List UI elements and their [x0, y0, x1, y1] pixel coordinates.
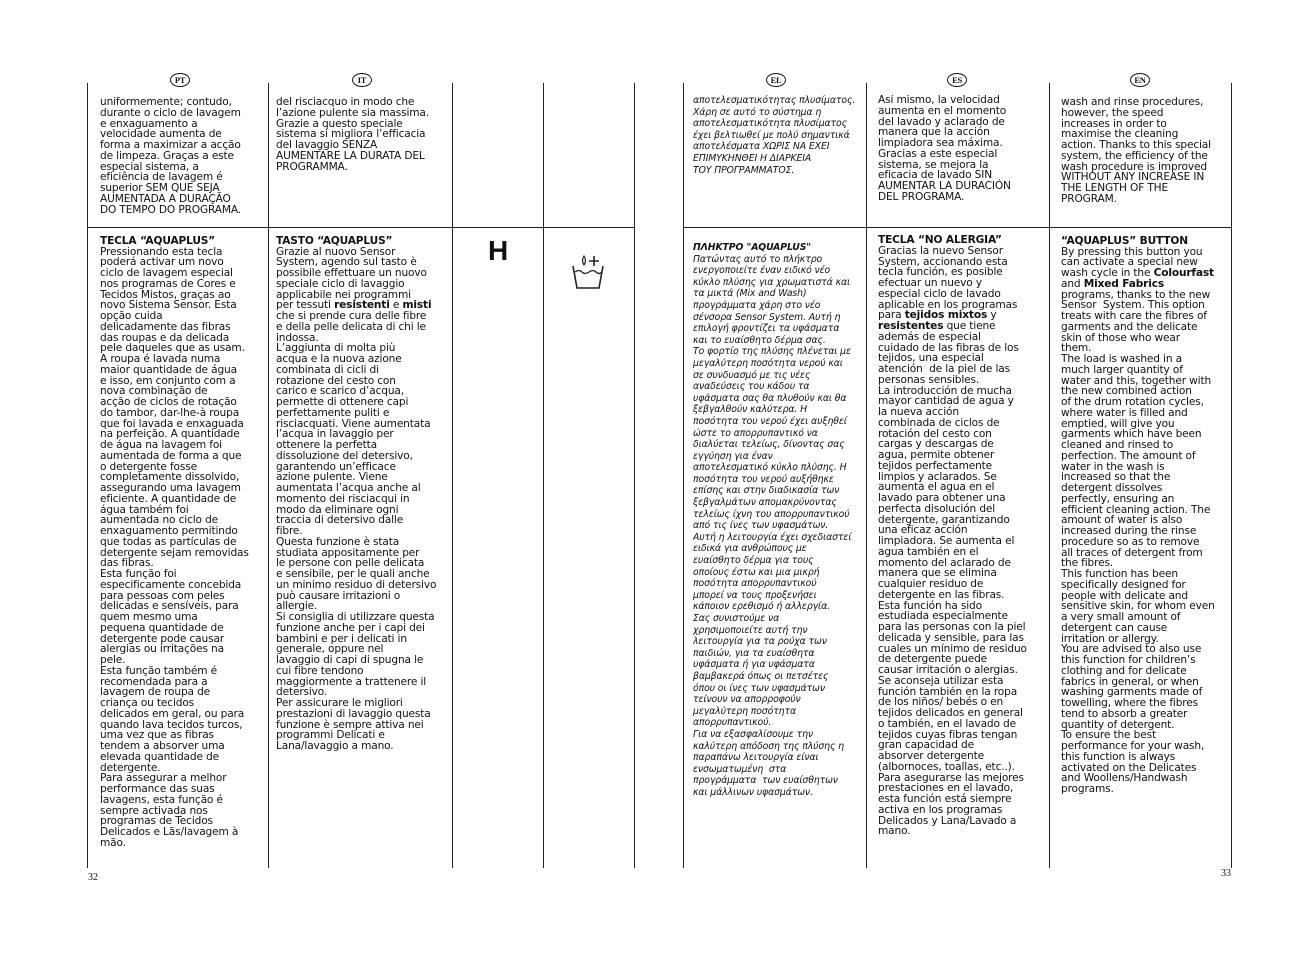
it-body-text: Grazie al nuovo Sensor System, agendo sul tasto è possibile effettuare un nuovo speciale ciclo di lavaggio applicabile nei programmi per tessuti — [276, 246, 427, 312]
it-bold-term: resistenti — [334, 299, 390, 312]
en-heading: “AQUAPLUS” BUTTON — [1061, 236, 1188, 247]
pt-body: Pressionando esta tecla poderá activar um novo ciclo de lavagem especial nos programas de Cores e Tecidos Mistos, graças ao novo Sistema Sensor. Esta opção cuida delicadamente das fibras das roupas e da delicada pele daqueles que as usam. A roupa é lavada numa maior quantidade de água e isso, em conjunto com a nova combinação de acção de ciclos de rotação do tambor, dar-lhe-à roupa que foi lavada e enxaguada na perfeição. A quantidade de água na lavagem foi aumentada de forma a que o detergente fosse completamente dissolvido, assegurando uma lavagem eficiente. A quantidade de água também foi aumentada no ciclo de enxaguamento permitindo que todas as partículas de detergente sejam removidas das fibras. Esta função foi especificamente concebida para pessoas com peles delicadas e sensíveis, para quem mesmo uma pequena quantidade de detergente pode causar alergias ou irritações na pele. Esta função também é recomendada para a lavagem de roupa de criança ou tecidos delicados em geral, ou para quando lava tecidos turcos, uma vez que as fibras tendem a absorver uma elevada quantidade de detergente. Para assegurar a melhor performance das suas lavagens, esta função é sempre activada nos programas de Tecidos Delicados e Lãs/lavagem à mão. — [100, 246, 249, 849]
lang-badge-es: ES — [947, 73, 967, 87]
lang-badge-el: EL — [766, 73, 786, 87]
lang-badge-en: EN — [1130, 73, 1150, 87]
es-body — [878, 246, 1046, 846]
section-rule — [684, 227, 1231, 228]
column-rule — [634, 83, 635, 868]
es-body-text: y — [990, 309, 997, 322]
en-body-text: By pressing this button you can activate a special new wash cycle in the — [1061, 246, 1203, 279]
pt-heading: TECLA “AQUAPLUS” — [100, 236, 216, 247]
en-bold-term: Mixed Fabrics — [1083, 277, 1165, 290]
column-rule — [683, 83, 684, 868]
en-top-text: wash and rinse procedures, however, the speed increases in order to maximise the cleaning action. Thanks to this special system, the efficiency of the wash procedure is improved WITHOUT ANY INCREASE IN THE LENGTH OF THE PROGRAM. — [1061, 97, 1211, 205]
el-heading: ΠΛΗΚΤΡΟ "AQUAPLUS" — [693, 242, 812, 253]
section-rule — [88, 227, 635, 228]
it-heading: TASTO “AQUAPLUS” — [276, 236, 393, 247]
es-body-text: Gracias la nuevo Sensor System, accionando esta tecla función, es posible efectuar un nuevo y especial ciclo de lavado aplicable en los programas para — [878, 245, 1018, 322]
column-rule — [1231, 83, 1232, 868]
lang-badge-pt: PT — [170, 73, 190, 87]
column-rule — [87, 83, 88, 868]
column-rule — [452, 83, 453, 868]
es-heading: TECLA “NO ALERGIA” — [878, 235, 1002, 246]
column-rule — [866, 83, 867, 868]
lang-badge-it: IT — [352, 73, 372, 87]
page-number-right: 33 — [1221, 868, 1231, 879]
column-rule — [1049, 83, 1050, 868]
es-bold-term: tejidos mixtos — [904, 309, 988, 322]
it-body — [276, 247, 450, 767]
column-rule — [543, 83, 544, 868]
it-body-text: e — [389, 299, 403, 312]
it-body-text: che si prende cura delle fibre e della pelle delicata di chi le indossa. L’aggiunta di molta più acqua e la nuova azione combinata di cicli di rotazione del cesto con carico e scarico d’acqua, permette di ottenere capi perfettamente puliti e risciacquati. Viene aumentata l’acqua in lavaggio per ottenere la perfetta dissoluzione del detersivo, garantendo un’efficace azione pulente. Viene aumentata l’acqua anche al momento dei risciacqui in modo da eliminare ogni traccia di detersivo dalle fibre. Questa funzione è stata studiata appositamente per le persone con pelle delicata e sensibile, per le quali anche un minimo residuo di detersivo può causare irritazioni o allergie. Si consiglia di utilizzare questa funzione anche per i capi dei bambini e per i delicati in generale, oppure nel lavaggio di capi di spugna le cui fibre tendono maggiormente a trattenere il detersivo. Per assicurare le migliori prestazioni di lavaggio questa funzione è sempre attiva nei programmi Delicati e Lana/lavaggio a mano. — [276, 310, 437, 752]
es-bold-term: resistentes — [878, 320, 944, 333]
en-body-text: programs, thanks to the new Sensor System. This option treats with care the fibres of garments and the delicate skin of those who wear them. The load is washed in a much larger quantity of water and this, together with the new combined action of the drum rotation cycles, where water is filled and emptied, will give you garments which have been cleaned and rinsed to perfection. The amount of water in the wash is increased so that the detergent dissolves perfectly, ensuring an efficient cleaning action. The amount of water is also increased during the rinse procedure so as to remove all traces of detergent from the fibres. This function has been specifically designed for people with delicate and sensitive skin, for whom even a very small amount of detergent can cause irritation or allergy. You are advised to also use this function for children’s clothing and for delicate fabrics in general, or when washing garments made of towelling, where the fibres tend to absorb a greater quantity of detergent. To ensure the best performance for your wash, this function is always activated on the Delicates and Woollens/Handwash programs. — [1061, 288, 1215, 795]
pt-top-text: uniformemente; contudo, durante o ciclo de lavagem e enxaguamento a velocidade aumenta de forma a maximizar a acção de limpeza. Graças a este especial sistema, a eficiência de lavagem é superior SEM QUE SEJA AUMENTADA A DURAÇÃO DO TEMPO DO PROGRAMA. — [100, 97, 242, 216]
column-rule — [268, 83, 269, 868]
en-body-text: and — [1061, 277, 1081, 290]
en-body — [1061, 247, 1229, 807]
wash-tub-plus-icon — [571, 252, 605, 292]
en-bold-term: Colourfast — [1153, 267, 1214, 279]
el-top-text: αποτελεσματικότητας πλυσίματος. Χάρη σε αυτό το σύστημα η αποτελεσματικότητα πλυσίματος έχει βελτιωθεί με πολύ σημαντικά αποτελέσματα ΧΩΡΙΣ ΝΑ ΕΧΕΙ ΕΠΙΜΥΚΗΝΘΕΙ Η ΔΙΑΡΚΕΙΑ ΤΟΥ ΠΡΟΓΡΑΜΜΑΤΟΣ. — [693, 95, 856, 176]
page-number-left: 32 — [88, 872, 98, 883]
es-body-text: que tiene además de especial cuidado de las fibras de los tejidos, una especial atención de la piel de las personas sensibles. La introducción de mucha mayor cantidad de agua y la nueva acción combinada de ciclos de rotación del cesto con cargas y descargas de agua, permite obtener tejidos perfectamente limpios y aclarados. Se aumenta el agua en el lavado para obtener una perfecta disolución del detergente, garantizando una eficaz acción limpiadora. Se aumenta el agua también en el momento del aclarado de manera que se elimina cualquier residuo de detergente en las fibras. Esta función ha sido estudiada especialmente para las personas con la piel delicada y sensible, para las cuales un mínimo de residuo de detergente puede causar irritación o alergias. Se aconseja utilizar esta función también en la ropa de los niños/ bebés o en tejidos delicados en general o también, en el lavado de tejidos cuyas fibras tengan gran capacidad de absorver detergente (albornoces, toallas, etc..). Para asegurarse las mejores prestaciones en el lavado, esta función está siempre activa en los programas Delicados y Lana/Lavado a mano. — [878, 320, 1027, 838]
it-bold-term: misti — [402, 299, 432, 312]
section-letter: H — [488, 235, 509, 266]
el-body: Πατώντας αυτό το πλήκτρο ενεργοποιείτε έναν ειδικό νέο κύκλο πλύσης για χρωματιστά και τα μικτά (Mix and Wash) προγράμματα χάρη στο νέο σένσορα Sensor System. Αυτή η επιλογή φροντίζει τα υφάσματα και το ευαίσθητο δέρμα σας. Το φορτίο της πλύσης πλένεται με μεγαλύτερη ποσότητα νερού και σε συνδυασμό με τις νέες αναδεύσεις του κάδου τα υφάσματα σας θα πλυθούν και θα ξεβγαλθούν καλύτερα. Η ποσότητα του νερού έχει αυξηθεί ώστε το απορρυπαντικό να διαλύεται τελείως, δίνοντας σας εγγύηση για έναν αποτελεσματικό κύκλο πλύσης. Η ποσότητα του νερού αυξήθηκε επίσης και στην διαδικασία των ξεβγαλμάτων απομακρύνοντας τελείως ίχνη του απορρυπαντικού από τις ίνες των υφασμάτων. Αυτή η λειτουργία έχει σχεδιαστεί ειδικά για ανθρώπους με ευαίσθητο δέρμα για τους οποίους έστω και μια μικρή ποσότητα απορρυπαντικού μπορεί να τους προξενήσει κάποιον ερεθισμό ή αλλεργία. Σας συνιστούμε να χρησιμοποιείτε αυτή την λειτουργία για τα ρούχα των παιδιών, για τα ευαίσθητα υφάσματα ή για υφάσματα βαμβακερά όπως οι πετσέτες όπου οι ίνες των υφασμάτων τείνουν να απορροφούν μεγαλύτερη ποσότητα απορρυπαντικού. Για να εξασφαλίσουμε την καλύτερη απόδοση της πλύσης η παραπάνω λειτουργία είναι ενσωματωμένη στα προγράμματα των ευαίσθητων και μάλλινων υφασμάτων. — [693, 253, 852, 798]
it-top-text: del risciacquo in modo che l’azione pulente sia massima. Grazie a questo speciale sistema si migliora l’efficacia del lavaggio SENZA AUMENTARE LA DURATA DEL PROGRAMMA. — [276, 97, 429, 173]
es-top-text: Así mismo, la velocidad aumenta en el momento del lavado y aclarado de manera que la acción limpiadora sea máxima. Gracias a este especial sistema, se mejora la eficacia de lavado SIN AUMENTAR LA DURACIÓN DEL PROGRAMA. — [878, 95, 1011, 203]
